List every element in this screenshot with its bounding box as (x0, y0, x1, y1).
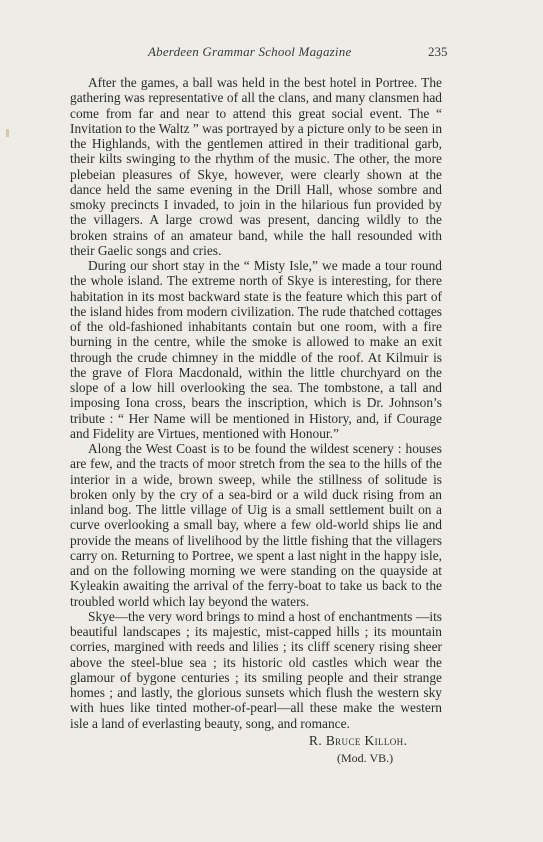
paragraph-skye-enchantments: Skye—the very word brings to mind a host of enchantments —its beautiful landscapes ; its majestic, mist-capped hills ; its mountain corries, margined with reeds and lilies ; its cliff scenery rising sheer above the steel-blue sea ; its historic old castles which wear the glamour of bygone centuries ; its smiling people and their strange homes ; and lastly, the glorious sunsets which flush the western sky with hues like tinted mother-of-pearl—all these make the western isle a land of everlasting beauty, song, and romance. (70, 608, 442, 731)
paragraph-ball-portree: After the games, a ball was held in the best hotel in Portree. The gathering was representative of all the clans, and many clansmen had come from far and near to attend this great social event. The “ Invitation to the Waltz ” was portrayed by a picture only to be seen in the Highlands, with the gentlemen attired in their traditional garb, their kilts swinging to the rhythm of the music. The other, the more plebeian pleasures of Skye, however, were clearly shown at the dance held the same evening in the Drill Hall, whose sombre and smoky precincts I invaded, to join in the hilarious fun provided by the villagers. A large crowd was present, dancing wildly to the broken strains of an amateur band, while the hall resounded with their Gaelic songs and cries. (70, 75, 443, 258)
running-header (0, 44, 543, 64)
author-name: R. Bruce Killoh. (309, 733, 408, 748)
margin-mark (6, 129, 9, 137)
author-class: (Mod. VB.) (337, 751, 394, 765)
paragraph-tour-island: During our short stay in the “ Misty Isle,” we made a tour round the whole island. The extreme north of Skye is interesting, for there habitation in its most backward state is the feature which this part of the island hides from modern civilization. The rude thatched cottages of the old-fashioned inhabitants contain but one room, with a fire burning in the centre, while the smoke is allowed to make an exit through the crude chimney in the middle of the roof. At Kilmuir is the grave of Flora Macdonald, within the little churchyard on the slope of a low hill overlooking the sea. The tombstone, a tall and imposing Iona cross, bears the inscription, which is Dr. Johnson’s tribute : “ Her Name will be mentioned in History, and, if Courage and Fidelity are Virtues, mentioned with Honour.” (70, 258, 442, 441)
page-number: 235 (428, 44, 448, 59)
signature-block (0, 733, 543, 773)
article-body (70, 75, 442, 731)
paragraph-west-coast: Along the West Coast is to be found the wildest scenery : houses are few, and the tracts of moor stretch from the sea to the hills of the interior in a wide, brown sweep, while the stillness of solitude is broken only by the cry of a sea-bird or a wild duck rising from an inland bog. The little village of Uig is a small settlement built on a curve overlooking a small bay, where a few old-world ships lie and provide the means of livelihood by the little fishing that the villagers carry on. Returning to Portree, we spent a last night in the happy isle, and on the following morning we were standing on the quayside at Kyleakin awaiting the arrival of the ferry-boat to take us back to the troubled world which lay beyond the waters. (70, 441, 442, 609)
journal-title: Aberdeen Grammar School Magazine (148, 44, 352, 59)
